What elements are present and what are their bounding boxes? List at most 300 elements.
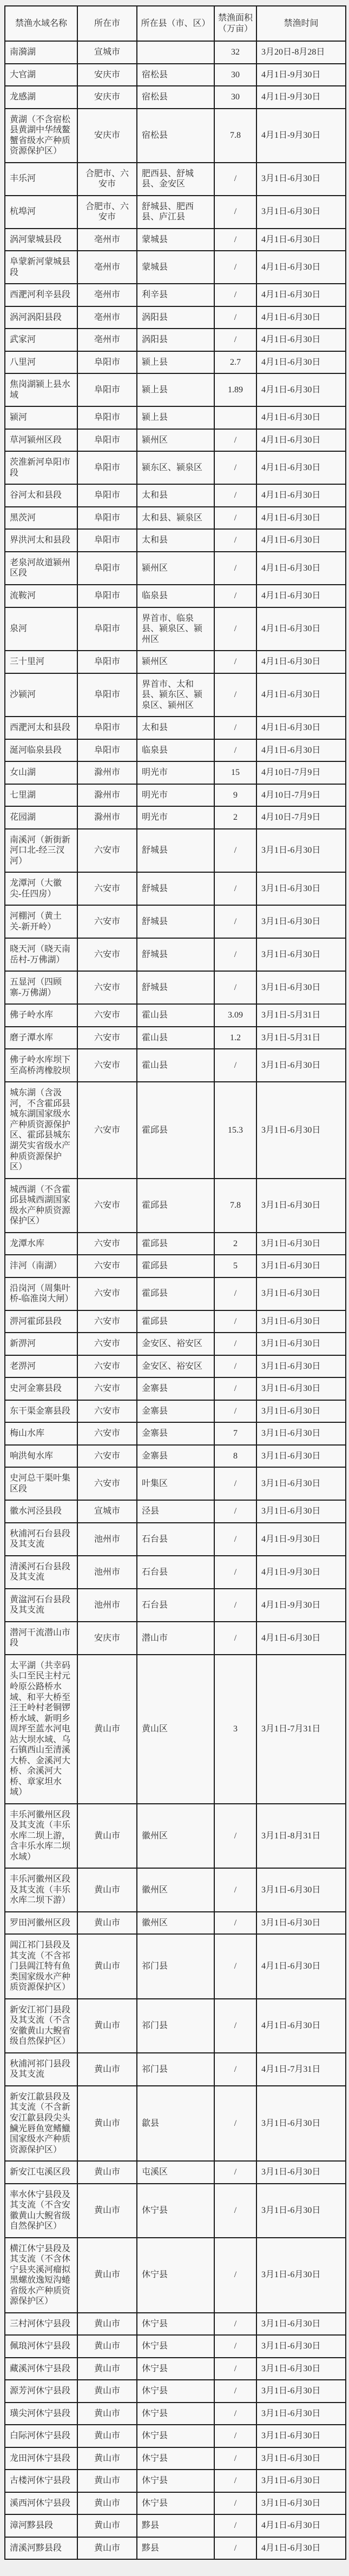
- cell-water-name: 黄湓河石台县段及其支流: [5, 1589, 77, 1622]
- cell-city: 阜阳市: [77, 351, 137, 374]
- cell-period: 3月1日-6月30日: [256, 1500, 346, 1523]
- header-water-name: 禁渔水域名称: [5, 6, 77, 41]
- table-row: [5, 2514, 346, 2537]
- cell-county: 舒城县: [137, 829, 214, 873]
- cell-county: 休宁县: [137, 2313, 214, 2336]
- cell-area: /: [214, 1049, 256, 1082]
- cell-county: 金寨县: [137, 1445, 214, 1468]
- cell-area: 2: [214, 806, 256, 829]
- cell-city: 阜阳市: [77, 607, 137, 651]
- cell-county: 霍邱县: [137, 1310, 214, 1333]
- cell-water-name: 龙潭水库: [5, 1233, 77, 1255]
- cell-period: 4月1日-6月30日: [256, 329, 346, 351]
- cell-water-name: 秋浦河祁门县段及其支流: [5, 2053, 77, 2086]
- cell-period: 4月1日-6月30日: [256, 306, 346, 329]
- cell-city: 黄山市: [77, 2053, 137, 2086]
- cell-period: 3月1日-6月30日: [256, 2425, 346, 2447]
- cell-city: 阜阳市: [77, 529, 137, 552]
- cell-county: 屯溪区: [137, 2161, 214, 2184]
- cell-city: 宣城市: [77, 41, 137, 64]
- cell-period: 3月1日-6月30日: [256, 1179, 346, 1233]
- cell-county: 潜山市: [137, 1622, 214, 1655]
- cell-city: 亳州市: [77, 284, 137, 306]
- cell-period: 3月1日-7月31日: [256, 1655, 346, 1804]
- table-row: [5, 1445, 346, 1468]
- cell-period: 3月1日-6月30日: [256, 1277, 346, 1310]
- cell-county: 临泉县: [137, 585, 214, 607]
- cell-water-name: 老泉河故道颍州区段: [5, 552, 77, 585]
- cell-area: /: [214, 306, 256, 329]
- cell-county: 颍州区: [137, 651, 214, 673]
- table-row: [5, 1027, 346, 1049]
- cell-area: /: [214, 2537, 256, 2560]
- cell-water-name: 黄湖（不含宿松县黄湖中华绒鳌蟹省级水产种质资源保护区）: [5, 109, 77, 163]
- cell-area: 30: [214, 86, 256, 109]
- cell-water-name: 新安江屯溪区段: [5, 2161, 77, 2184]
- cell-period: 3月1日-6月30日: [256, 1422, 346, 1445]
- table-row: [5, 651, 346, 673]
- cell-period: 3月1日-6月30日: [256, 2313, 346, 2336]
- cell-county: 霍邱县: [137, 1233, 214, 1255]
- table-row: [5, 1233, 346, 1255]
- table-row: [5, 1255, 346, 1277]
- table-row: [5, 1556, 346, 1589]
- cell-city: 宣城市: [77, 1500, 137, 1523]
- cell-water-name: 阊江祁门县段及其支流（不含祁门县阊江特有鱼类国家级水产种质资源保护区）: [5, 1934, 77, 1999]
- table-row: [5, 2238, 346, 2313]
- table-row: [5, 761, 346, 784]
- cell-water-name: 杭埠河: [5, 196, 77, 229]
- cell-area: /: [214, 552, 256, 585]
- cell-county: 明光市: [137, 784, 214, 807]
- cell-water-name: 龙潭河（大徽尖-任四房）: [5, 872, 77, 905]
- cell-county: 石台县: [137, 1589, 214, 1622]
- cell-area: 9: [214, 784, 256, 807]
- table-row: [5, 373, 346, 406]
- cell-period: 4月1日-6月30日: [256, 739, 346, 762]
- cell-period: 3月1日-6月30日: [256, 1445, 346, 1468]
- cell-water-name: 新安江歙县段及其支流（不含新安江歙县段尖头鱥光唇鱼宽鳍鱲国家级水产种质资源保护区）: [5, 2086, 77, 2161]
- cell-county: 金寨县: [137, 1400, 214, 1423]
- cell-county: 界首市、太和县、颍东区、颍泉区、颍州区: [137, 673, 214, 717]
- table-row: [5, 872, 346, 905]
- cell-city: 黄山市: [77, 2380, 137, 2403]
- cell-area: /: [214, 2313, 256, 2336]
- cell-water-name: 磨子潭水库: [5, 1027, 77, 1049]
- table-row: [5, 1277, 346, 1310]
- cell-city: 六安市: [77, 1233, 137, 1255]
- cell-period: 4月1日-6月30日: [256, 717, 346, 739]
- cell-water-name: 清溪河黟县段: [5, 2537, 77, 2560]
- cell-period: 4月1日-7月31日: [256, 2053, 346, 2086]
- table-row: [5, 1912, 346, 1935]
- cell-period: 3月1日-6月30日: [256, 2403, 346, 2425]
- cell-area: 3.09: [214, 1004, 256, 1027]
- cell-water-name: 老淠河: [5, 1355, 77, 1378]
- cell-period: 4月10日-7月9日: [256, 761, 346, 784]
- table-row: [5, 1622, 346, 1655]
- cell-period: 4月1日-6月30日: [256, 2514, 346, 2537]
- table-row: [5, 1934, 346, 1999]
- cell-county: 霍邱县: [137, 1255, 214, 1277]
- cell-city: 阜阳市: [77, 585, 137, 607]
- cell-water-name: 东干渠金寨县段: [5, 1400, 77, 1423]
- cell-city: 黄山市: [77, 2470, 137, 2492]
- cell-area: /: [214, 229, 256, 251]
- table-row: [5, 1655, 346, 1804]
- cell-county: 颍上县: [137, 351, 214, 374]
- cell-city: 六安市: [77, 1255, 137, 1277]
- cell-county: 休宁县: [137, 2447, 214, 2470]
- cell-area: 5: [214, 1255, 256, 1277]
- table-row: [5, 2086, 346, 2161]
- cell-water-name: 丰乐河徽州区段及其支流（丰乐水库二坝下游）: [5, 1868, 77, 1912]
- cell-county: 休宁县: [137, 2425, 214, 2447]
- cell-period: 4月1日-6月30日: [256, 585, 346, 607]
- cell-county: 徽州区: [137, 1912, 214, 1935]
- cell-water-name: 罗田河徽州区段: [5, 1912, 77, 1935]
- cell-area: /: [214, 251, 256, 284]
- cell-area: 7.8: [214, 109, 256, 163]
- cell-county: 舒城县: [137, 938, 214, 971]
- cell-county: 休宁县: [137, 2380, 214, 2403]
- cell-area: /: [214, 2447, 256, 2470]
- cell-water-name: 漳河黟县段: [5, 2514, 77, 2537]
- cell-period: 3月1日-6月30日: [256, 163, 346, 196]
- cell-area: /: [214, 905, 256, 938]
- table-row: [5, 529, 346, 552]
- table-row: [5, 329, 346, 351]
- table-row: [5, 2161, 346, 2184]
- cell-city: 六安市: [77, 1377, 137, 1400]
- cell-area: /: [214, 2425, 256, 2447]
- cell-area: /: [214, 1912, 256, 1935]
- cell-period: 3月1日-5月31日: [256, 1004, 346, 1027]
- cell-period: 4月1日-6月30日: [256, 507, 346, 530]
- cell-period: 3月1日-5月31日: [256, 1027, 346, 1049]
- table-row: [5, 971, 346, 1004]
- cell-area: /: [214, 1355, 256, 1378]
- table-row: [5, 1049, 346, 1082]
- table-row: [5, 1004, 346, 1027]
- cell-period: 4月1日-6月30日: [256, 251, 346, 284]
- cell-period: 3月1日-6月30日: [256, 905, 346, 938]
- fishing-ban-table: [4, 5, 346, 2560]
- cell-area: /: [214, 2514, 256, 2537]
- cell-area: 8: [214, 1445, 256, 1468]
- cell-period: 3月1日-6月30日: [256, 1255, 346, 1277]
- cell-period: 4月1日-6月30日: [256, 651, 346, 673]
- cell-city: 六安市: [77, 1445, 137, 1468]
- cell-city: 阜阳市: [77, 484, 137, 507]
- cell-area: 7.8: [214, 1179, 256, 1233]
- table-row: [5, 1868, 346, 1912]
- table-row: [5, 163, 346, 196]
- table-row: [5, 429, 346, 452]
- cell-area: /: [214, 529, 256, 552]
- cell-period: 4月1日-6月30日: [256, 607, 346, 651]
- cell-period: 3月1日-6月30日: [256, 971, 346, 1004]
- cell-water-name: 梅山水库: [5, 1422, 77, 1445]
- cell-period: 4月1日-6月30日: [256, 552, 346, 585]
- cell-city: 黄山市: [77, 1804, 137, 1869]
- cell-period: 4月1日-6月30日: [256, 229, 346, 251]
- cell-period: 4月1日-9月30日: [256, 1523, 346, 1556]
- cell-area: 32: [214, 41, 256, 64]
- cell-water-name: 秋浦河石台县段及其支流: [5, 1523, 77, 1556]
- cell-water-name: 三十里河: [5, 651, 77, 673]
- cell-water-name: 花园湖: [5, 806, 77, 829]
- cell-city: 阜阳市: [77, 406, 137, 429]
- cell-county: 太和县、颍泉区: [137, 507, 214, 530]
- cell-period: 4月1日-6月30日: [256, 673, 346, 717]
- cell-county: 临泉县: [137, 739, 214, 762]
- cell-period: 3月1日-6月30日: [256, 829, 346, 873]
- cell-period: 3月1日-6月30日: [256, 1467, 346, 1500]
- cell-city: 六安市: [77, 971, 137, 1004]
- cell-period: 3月1日-6月30日: [256, 1333, 346, 1355]
- cell-area: /: [214, 429, 256, 452]
- cell-city: 六安市: [77, 905, 137, 938]
- cell-period: 3月1日-6月30日: [256, 2470, 346, 2492]
- table-row: [5, 1333, 346, 1355]
- cell-county: 舒城县、肥西县、庐江县: [137, 196, 214, 229]
- cell-period: 3月1日-6月30日: [256, 2447, 346, 2470]
- cell-period: 4月1日-6月30日: [256, 351, 346, 374]
- cell-city: 池州市: [77, 1523, 137, 1556]
- cell-water-name: 清溪河石台县段及其支流: [5, 1556, 77, 1589]
- table-row: [5, 1500, 346, 1523]
- cell-area: /: [214, 739, 256, 762]
- cell-water-name: 涎河临泉县段: [5, 739, 77, 762]
- cell-county: 霍山县: [137, 1049, 214, 1082]
- cell-city: 黄山市: [77, 2403, 137, 2425]
- cell-water-name: 横江休宁县段及其支流（不含休宁县夹溪河瘤拟黑螺放逸短沟蜷省级水产种质资源保护区）: [5, 2238, 77, 2313]
- header-period: 禁渔时间: [256, 6, 346, 41]
- cell-area: [214, 406, 256, 429]
- cell-area: 15: [214, 761, 256, 784]
- cell-city: 黄山市: [77, 2184, 137, 2238]
- cell-county: 金安区、裕安区: [137, 1355, 214, 1378]
- cell-water-name: 太平湖（共幸码头口至民主村元岭原公路桥水域、和平大桥至汪王岭村老铜锣桥水域、新明乡周坪至蓝水河电站大坝水域、乌石镇西山至清溪大桥、金溪河大桥、余溪河大桥、章家坦水域）: [5, 1655, 77, 1804]
- table-row: [5, 507, 346, 530]
- table-row: [5, 2313, 346, 2336]
- cell-county: 宿松县: [137, 86, 214, 109]
- cell-city: 阜阳市: [77, 673, 137, 717]
- cell-water-name: 古楼河休宁县段: [5, 2470, 77, 2492]
- cell-city: 亳州市: [77, 251, 137, 284]
- cell-county: 金寨县: [137, 1377, 214, 1400]
- cell-county: 利辛县: [137, 284, 214, 306]
- cell-water-name: 淠河霍邱县段: [5, 1310, 77, 1333]
- table-row: [5, 64, 346, 86]
- table-row: [5, 717, 346, 739]
- table-row: [5, 86, 346, 109]
- cell-city: 阜阳市: [77, 552, 137, 585]
- table-row: [5, 784, 346, 807]
- cell-area: /: [214, 1804, 256, 1869]
- cell-period: 3月1日-6月30日: [256, 2086, 346, 2161]
- table-row: [5, 1999, 346, 2053]
- cell-county: 徽州区: [137, 1804, 214, 1869]
- cell-water-name: 七里湖: [5, 784, 77, 807]
- table-row: [5, 585, 346, 607]
- cell-county: 舒城县: [137, 905, 214, 938]
- table-row: [5, 1422, 346, 1445]
- table-row: [5, 829, 346, 873]
- table-row: [5, 41, 346, 64]
- cell-area: /: [214, 163, 256, 196]
- cell-area: /: [214, 717, 256, 739]
- cell-water-name: 佩琅河休宁县段: [5, 2335, 77, 2358]
- cell-area: /: [214, 1934, 256, 1999]
- cell-county: 涡阳县: [137, 306, 214, 329]
- table-row: [5, 2184, 346, 2238]
- cell-city: 黄山市: [77, 2492, 137, 2515]
- cell-city: 六安市: [77, 829, 137, 873]
- cell-county: 祁门县: [137, 2053, 214, 2086]
- cell-city: 阜阳市: [77, 651, 137, 673]
- table-row: [5, 229, 346, 251]
- cell-city: 黄山市: [77, 2447, 137, 2470]
- cell-water-name: 西淝河太和县段: [5, 717, 77, 739]
- table-header: [5, 6, 346, 41]
- cell-county: 太和县: [137, 484, 214, 507]
- cell-area: 15.3: [214, 1082, 256, 1178]
- table-row: [5, 1179, 346, 1233]
- cell-period: 3月1日-6月30日: [256, 2335, 346, 2358]
- cell-area: /: [214, 2492, 256, 2515]
- cell-area: /: [214, 607, 256, 651]
- cell-water-name: 率水休宁县段及其支流（不含安徽黄山大鲵省级自然保护区）: [5, 2184, 77, 2238]
- cell-water-name: 谷河太和县段: [5, 484, 77, 507]
- table-row: [5, 351, 346, 374]
- cell-county: 宿松县: [137, 109, 214, 163]
- cell-period: 3月1日-6月30日: [256, 1049, 346, 1082]
- cell-water-name: 涡河蒙城县段: [5, 229, 77, 251]
- cell-area: 7: [214, 1422, 256, 1445]
- cell-water-name: 西淝河利辛县段: [5, 284, 77, 306]
- cell-area: /: [214, 1277, 256, 1310]
- cell-county: 休宁县: [137, 2358, 214, 2380]
- cell-area: /: [214, 1400, 256, 1423]
- cell-area: /: [214, 507, 256, 530]
- cell-county: 金安区、裕安区: [137, 1333, 214, 1355]
- cell-water-name: 溪西河休宁县段: [5, 2492, 77, 2515]
- cell-city: 亳州市: [77, 306, 137, 329]
- cell-city: 黄山市: [77, 2425, 137, 2447]
- table-row: [5, 1523, 346, 1556]
- cell-water-name: 徽水河泾县段: [5, 1500, 77, 1523]
- cell-water-name: 晓天河（晓天南岳村-万佛湖）: [5, 938, 77, 971]
- cell-water-name: 三村河休宁县段: [5, 2313, 77, 2336]
- cell-period: 3月1日-6月30日: [256, 2238, 346, 2313]
- cell-period: 4月10日-7月9日: [256, 806, 346, 829]
- cell-city: 合肥市、六安市: [77, 163, 137, 196]
- cell-county: 明光市: [137, 806, 214, 829]
- cell-city: 六安市: [77, 1310, 137, 1333]
- cell-area: /: [214, 1556, 256, 1589]
- cell-period: 3月1日-6月30日: [256, 1400, 346, 1423]
- table-row: [5, 2470, 346, 2492]
- cell-county: 黄山区: [137, 1655, 214, 1804]
- cell-water-name: 佛子岭水库: [5, 1004, 77, 1027]
- cell-area: /: [214, 585, 256, 607]
- cell-county: 休宁县: [137, 2403, 214, 2425]
- cell-area: /: [214, 651, 256, 673]
- cell-city: 六安市: [77, 1004, 137, 1027]
- cell-city: 六安市: [77, 938, 137, 971]
- cell-water-name: 界洪河太和县段: [5, 529, 77, 552]
- cell-water-name: 南溪河（新街新河口北-经三汊河）: [5, 829, 77, 873]
- cell-area: /: [214, 971, 256, 1004]
- cell-city: 安庆市: [77, 1622, 137, 1655]
- cell-water-name: 流鞍河: [5, 585, 77, 607]
- cell-water-name: 南漪湖: [5, 41, 77, 64]
- cell-city: 黄山市: [77, 2358, 137, 2380]
- cell-period: 3月1日-6月30日: [256, 1912, 346, 1935]
- cell-area: /: [214, 1333, 256, 1355]
- cell-city: 池州市: [77, 1556, 137, 1589]
- cell-period: 3月1日-6月30日: [256, 2184, 346, 2238]
- table-row: [5, 451, 346, 484]
- cell-period: 3月1日-8月31日: [256, 1804, 346, 1869]
- cell-area: /: [214, 2403, 256, 2425]
- cell-water-name: 新安江祁门县段及其支流（不含安徽黄山大鲵省级自然保护区）: [5, 1999, 77, 2053]
- cell-water-name: 史河金寨县段: [5, 1377, 77, 1400]
- cell-water-name: 藏溪河休宁县段: [5, 2358, 77, 2380]
- cell-county: 蒙城县: [137, 251, 214, 284]
- cell-area: /: [214, 2053, 256, 2086]
- cell-area: /: [214, 329, 256, 351]
- cell-area: 2.7: [214, 351, 256, 374]
- cell-city: 池州市: [77, 1589, 137, 1622]
- cell-county: 休宁县: [137, 2470, 214, 2492]
- cell-water-name: 城东湖（含汲河，不含霍邱县城东湖国家级水产种质资源保护区、霍邱县城东湖芡实省级水产种质资源保护区）: [5, 1082, 77, 1178]
- cell-county: 休宁县: [137, 2238, 214, 2313]
- cell-city: 亳州市: [77, 229, 137, 251]
- cell-city: 安庆市: [77, 86, 137, 109]
- cell-county: 金寨县: [137, 1422, 214, 1445]
- table-row: [5, 2335, 346, 2358]
- cell-county: 祁门县: [137, 1934, 214, 1999]
- cell-city: 黄山市: [77, 2161, 137, 2184]
- cell-water-name: 黑茨河: [5, 507, 77, 530]
- cell-city: 阜阳市: [77, 507, 137, 530]
- table-row: [5, 2358, 346, 2380]
- table-row: [5, 938, 346, 971]
- cell-period: 4月1日-9月30日: [256, 1556, 346, 1589]
- cell-area: /: [214, 1622, 256, 1655]
- cell-city: 黄山市: [77, 1934, 137, 1999]
- cell-city: 安庆市: [77, 109, 137, 163]
- table-row: [5, 905, 346, 938]
- cell-city: 六安市: [77, 1422, 137, 1445]
- cell-period: 4月1日-6月30日: [256, 1999, 346, 2053]
- cell-water-name: 沿岗河（周集叶桥-临淮岗大闸）: [5, 1277, 77, 1310]
- cell-water-name: 焦岗湖颍上县水域: [5, 373, 77, 406]
- cell-city: 黄山市: [77, 2313, 137, 2336]
- cell-area: /: [214, 1377, 256, 1400]
- cell-area: /: [214, 2238, 256, 2313]
- cell-city: 黄山市: [77, 1912, 137, 1935]
- cell-period: 4月10日-7月9日: [256, 784, 346, 807]
- cell-area: /: [214, 2380, 256, 2403]
- cell-period: 3月20日-8月28日: [256, 41, 346, 64]
- cell-city: 六安市: [77, 1277, 137, 1310]
- cell-area: /: [214, 2184, 256, 2238]
- header-area: 禁渔面积（万亩）: [214, 6, 256, 41]
